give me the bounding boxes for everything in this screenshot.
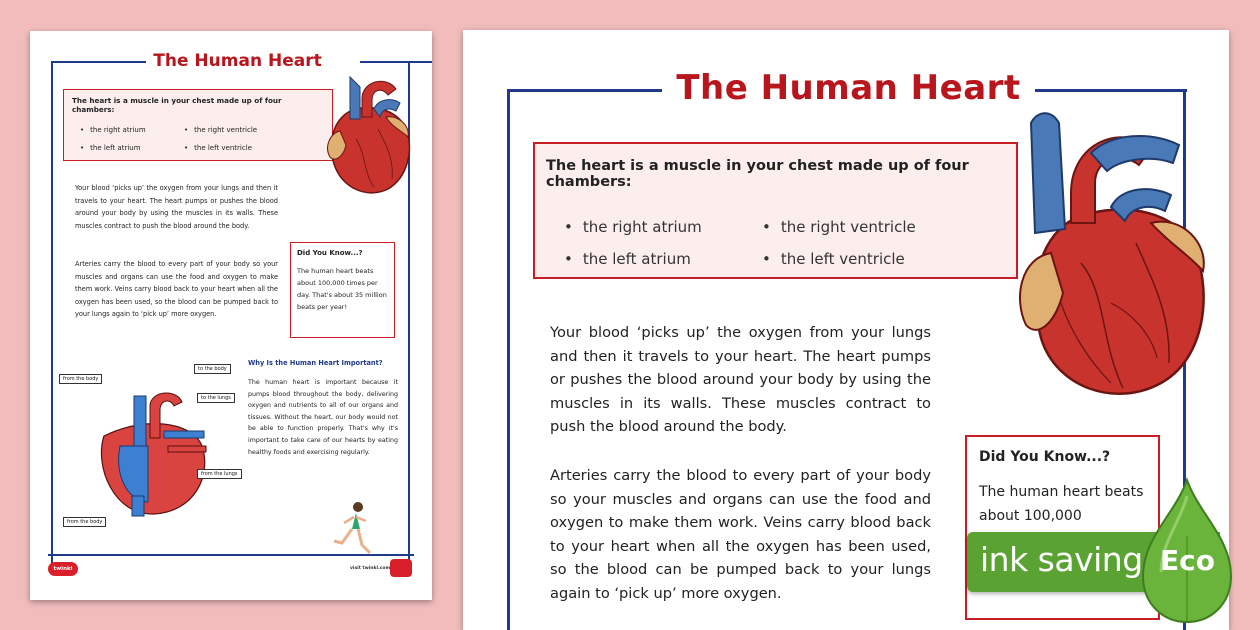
worksheet-thumbnail [30,31,432,600]
chamber-item: • the right atrium [564,218,762,236]
ink-saving-label: ink saving [980,540,1143,579]
why-important-body: The human heart is important because it pumps blood throughout the body, delivering oxygen and nutrients to all of our organs and tissues. Without the heart, our body would not be able to function properly. That's why it's important to take care of our hearts by eating healthy foods and exercising regularly. [248,379,398,456]
chambers-intro: The heart is a muscle in your chest made up of four chambers: [72,96,282,114]
heart-illustration [316,69,416,201]
diagram-label: from the lungs [197,469,242,479]
did-you-know-box [965,435,1160,620]
page-title: The Human Heart [676,68,1021,108]
why-important-section [248,359,398,458]
diagram-label: from the body [63,517,106,527]
frame-top-right [1035,89,1187,92]
chambers-box [533,142,1018,279]
did-you-know-box [290,242,395,338]
did-you-know-body: The human heart beats about 100,000 [979,484,1144,524]
twinkl-logo: twinkl [48,562,78,576]
frame-top-right [360,61,432,63]
paragraph-arteries: Arteries carry the blood to every part of your body so your muscles and organs can use the food and oxygen to make them work. Veins carry blood back to your heart when all the oxygen has been used, so the blood can be pumped back to your lungs again to ‘pick up’ more oxygen. [550,467,931,602]
twinkl-badge-icon [390,559,412,577]
paragraph-arteries: Arteries carry the blood to every part of your body so your muscles and organs can use the food and oxygen to make them work. Veins carry blood back to your heart when all the oxygen has been used, so the blood can be pumped back to your lungs again to ‘pick up’ more oxygen. [75,260,278,318]
diagram-label: to the lungs [197,393,235,403]
diagram-label: from the body [59,374,102,384]
runner-illustration [328,499,378,559]
frame-left [507,89,510,630]
chamber-item: • the left ventricle [762,250,962,268]
why-important-heading: Why Is the Human Heart Important? [248,359,383,367]
frame-top-left [507,89,662,92]
chamber-item: • the left atrium [564,250,762,268]
did-you-know-body: The human heart beats about 100,000 times per day. That's about 35 million beats per year! [297,267,387,311]
eco-badge: Eco [1160,544,1215,577]
diagram-label: to the body [194,364,231,374]
heart-illustration [1011,103,1206,408]
chamber-item: • the right atrium [80,126,184,134]
footer-divider [48,554,414,556]
chamber-item: • the right ventricle [762,218,962,236]
frame-top-left [51,61,146,63]
chamber-item: • the left atrium [80,144,184,152]
frame-left [51,61,53,571]
chambers-intro: The heart is a muscle in your chest made up of four chambers: [546,158,969,190]
paragraph-oxygen: Your blood ‘picks up’ the oxygen from your lungs and then it travels to your heart. The heart pumps or pushes the blood around your body by using the muscles in its walls. These muscles contract to push the blood around the body. [75,184,278,230]
page-title: The Human Heart [153,51,322,71]
footer-url: visit twinkl.com [350,566,391,571]
chamber-item: • the right ventricle [184,126,284,134]
chambers-box [63,89,333,161]
did-you-know-heading: Did You Know...? [979,449,1111,465]
did-you-know-heading: Did You Know...? [297,249,363,257]
chamber-item: • the left ventricle [184,144,284,152]
paragraph-oxygen: Your blood ‘picks up’ the oxygen from your lungs and then it travels to your heart. The heart pumps or pushes the blood around your body by using the muscles in its walls. These muscles contract to push the blood around the body. [550,324,931,435]
